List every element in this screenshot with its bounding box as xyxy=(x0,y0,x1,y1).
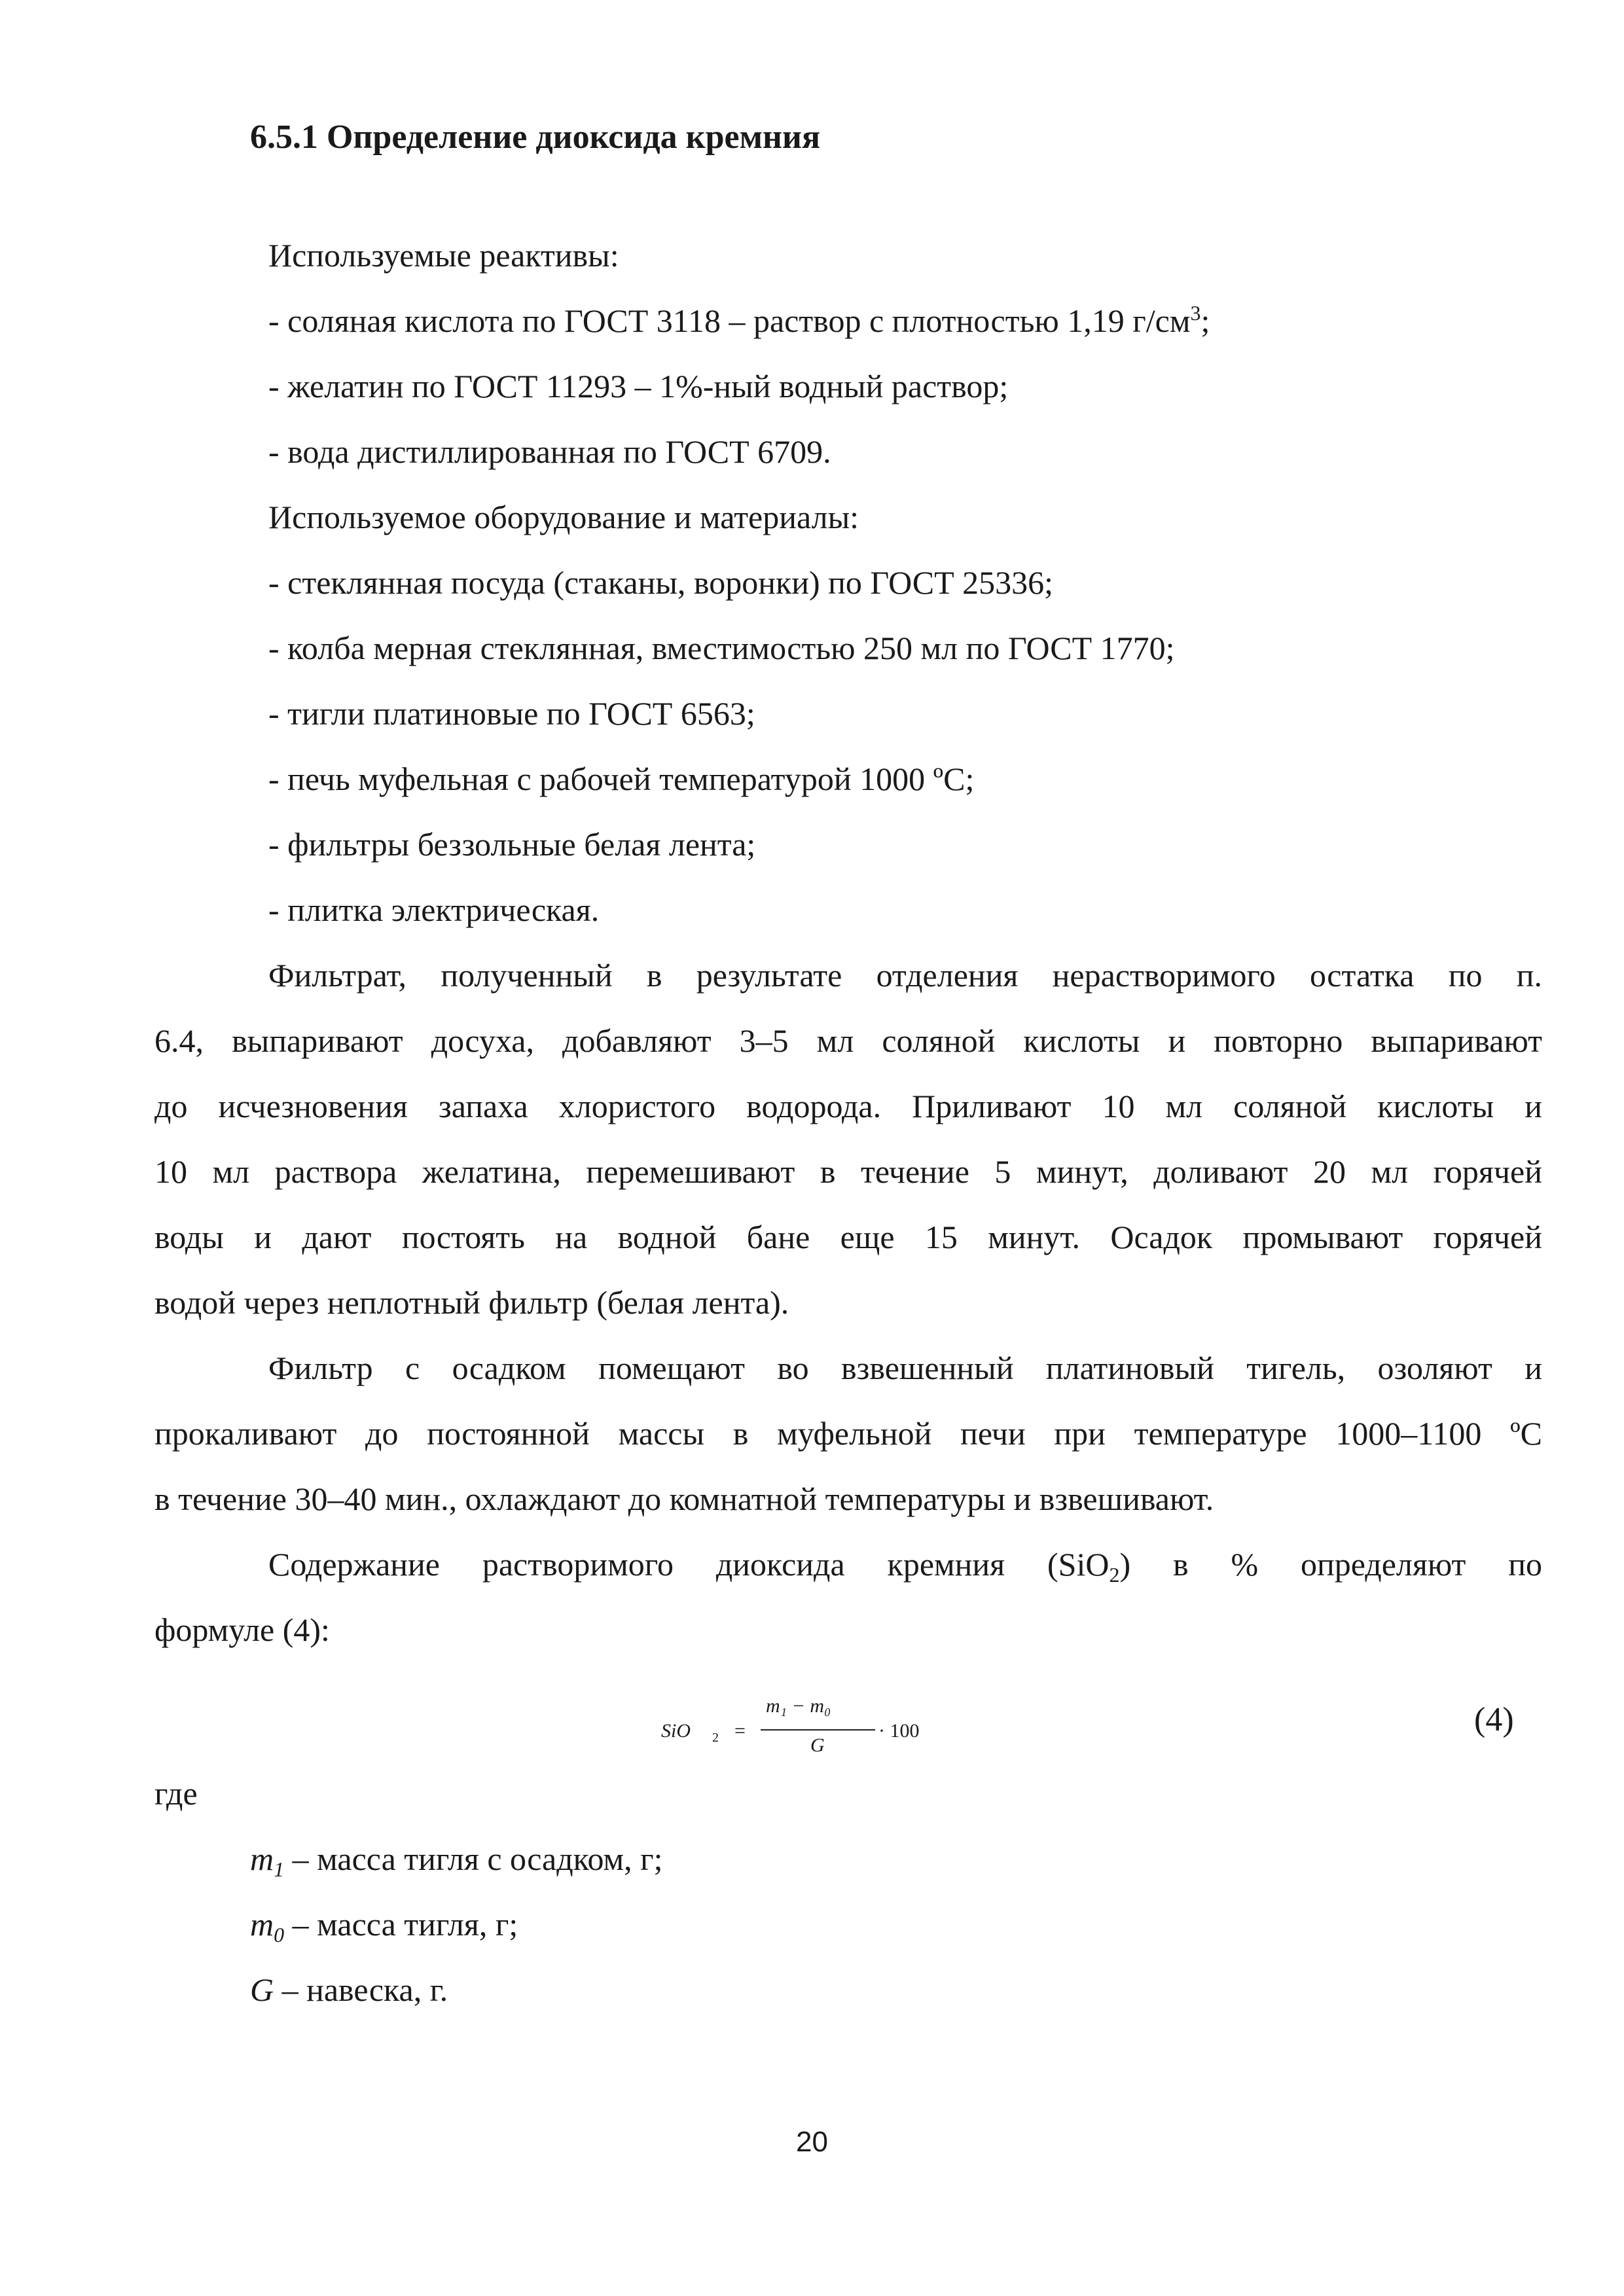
paragraph-2-line: в течение 30–40 мин., охлаждают до комнатной температуры и взвешивают. xyxy=(154,1480,1214,1517)
reagent-item-1-text: - соляная кислота по ГОСТ 3118 – раствор с плотностью 1,19 г/см xyxy=(268,302,1191,339)
m0-symbol: m xyxy=(250,1906,274,1943)
paragraph-3-line xyxy=(268,1545,1542,1587)
paragraph-3-text-end: ) в % определяют по xyxy=(1119,1546,1542,1583)
paragraph-3-line: формуле (4): xyxy=(154,1611,330,1648)
reagent-item-3: - вода дистиллированная по ГОСТ 6709. xyxy=(268,433,831,470)
reagent-item-1-end: ; xyxy=(1200,302,1210,339)
equipment-item: - фильтры беззольные белая лента; xyxy=(268,826,756,863)
where-label: где xyxy=(154,1775,198,1812)
equipment-item: - печь муфельная с рабочей температурой 1000 ºС; xyxy=(268,761,975,797)
equipment-title: Используемое оборудование и материалы: xyxy=(268,499,859,535)
m1-subscript: 1 xyxy=(274,1857,285,1881)
formula-lhs: SiO xyxy=(661,1720,691,1742)
paragraph-1-line: Фильтрат, полученный в результате отделения нерастворимого остатка по п. xyxy=(268,957,1542,994)
m0-subscript: 0 xyxy=(274,1923,285,1946)
g-description: – навеска, г. xyxy=(274,1971,448,2008)
variable-m1 xyxy=(250,1839,663,1881)
formula-denominator: G xyxy=(810,1734,825,1756)
equipment-item: - колба мерная стеклянная, вместимостью 250 мл по ГОСТ 1770; xyxy=(268,630,1175,666)
paragraph-1-line: 6.4, выпаривают досуха, добавляют 3–5 мл соляной кислоты и повторно выпаривают xyxy=(154,1022,1542,1059)
equation-number: (4) xyxy=(1474,1701,1514,1738)
paragraph-2-line: прокаливают до постоянной массы в муфельной печи при температуре 1000–1100 ºС xyxy=(154,1415,1542,1452)
m1-symbol: m xyxy=(250,1840,274,1877)
reagent-item-2: - желатин по ГОСТ 11293 – 1%-ный водный раствор; xyxy=(268,368,1009,404)
variable-g xyxy=(250,1970,448,2009)
equipment-item: - плитка электрическая. xyxy=(268,891,600,928)
reagents-title: Используемые реактивы: xyxy=(268,237,619,274)
paragraph-1-line: 10 мл раствора желатина, перемешивают в течение 5 минут, доливают 20 мл горячей xyxy=(154,1153,1542,1190)
formula-equals: = xyxy=(734,1720,746,1742)
page-number: 20 xyxy=(796,2126,828,2158)
paragraph-1-line: до исчезновения запаха хлористого водорода. Приливают 10 мл соляной кислоты и xyxy=(154,1088,1542,1124)
equipment-item: - стеклянная посуда (стаканы, воронки) по ГОСТ 25336; xyxy=(268,564,1054,601)
equipment-item: - тигли платиновые по ГОСТ 6563; xyxy=(268,695,755,732)
superscript-3: 3 xyxy=(1190,301,1201,325)
formula-numerator: m₁ − m₀ xyxy=(766,1695,831,1717)
paragraph-1-line: водой через неплотный фильтр (белая лента). xyxy=(154,1284,789,1321)
section-heading: 6.5.1 Определение диоксида кремния xyxy=(250,118,821,156)
variable-m0 xyxy=(250,1905,518,1944)
m0-description: – масса тигля, г; xyxy=(284,1906,518,1943)
paragraph-1-line: воды и дают постоять на водной бане еще 15 минут. Осадок промывают горячей xyxy=(154,1219,1542,1255)
paragraph-2-line: Фильтр с осадком помещают во взвешенный платиновый тигель, озоляют и xyxy=(268,1350,1542,1386)
reagent-item-1 xyxy=(268,301,1210,340)
paragraph-3-text: Содержание растворимого диоксида кремния (SiO xyxy=(268,1546,1110,1583)
subscript-2: 2 xyxy=(1109,1563,1120,1587)
g-symbol: G xyxy=(250,1971,274,2008)
formula-sio2 xyxy=(661,1695,936,1767)
fraction-bar xyxy=(761,1729,875,1731)
m1-description: – масса тигля с осадком, г; xyxy=(284,1840,663,1877)
formula-lhs-subscript: 2 xyxy=(712,1731,719,1745)
formula-multiplier: · 100 xyxy=(878,1720,920,1742)
